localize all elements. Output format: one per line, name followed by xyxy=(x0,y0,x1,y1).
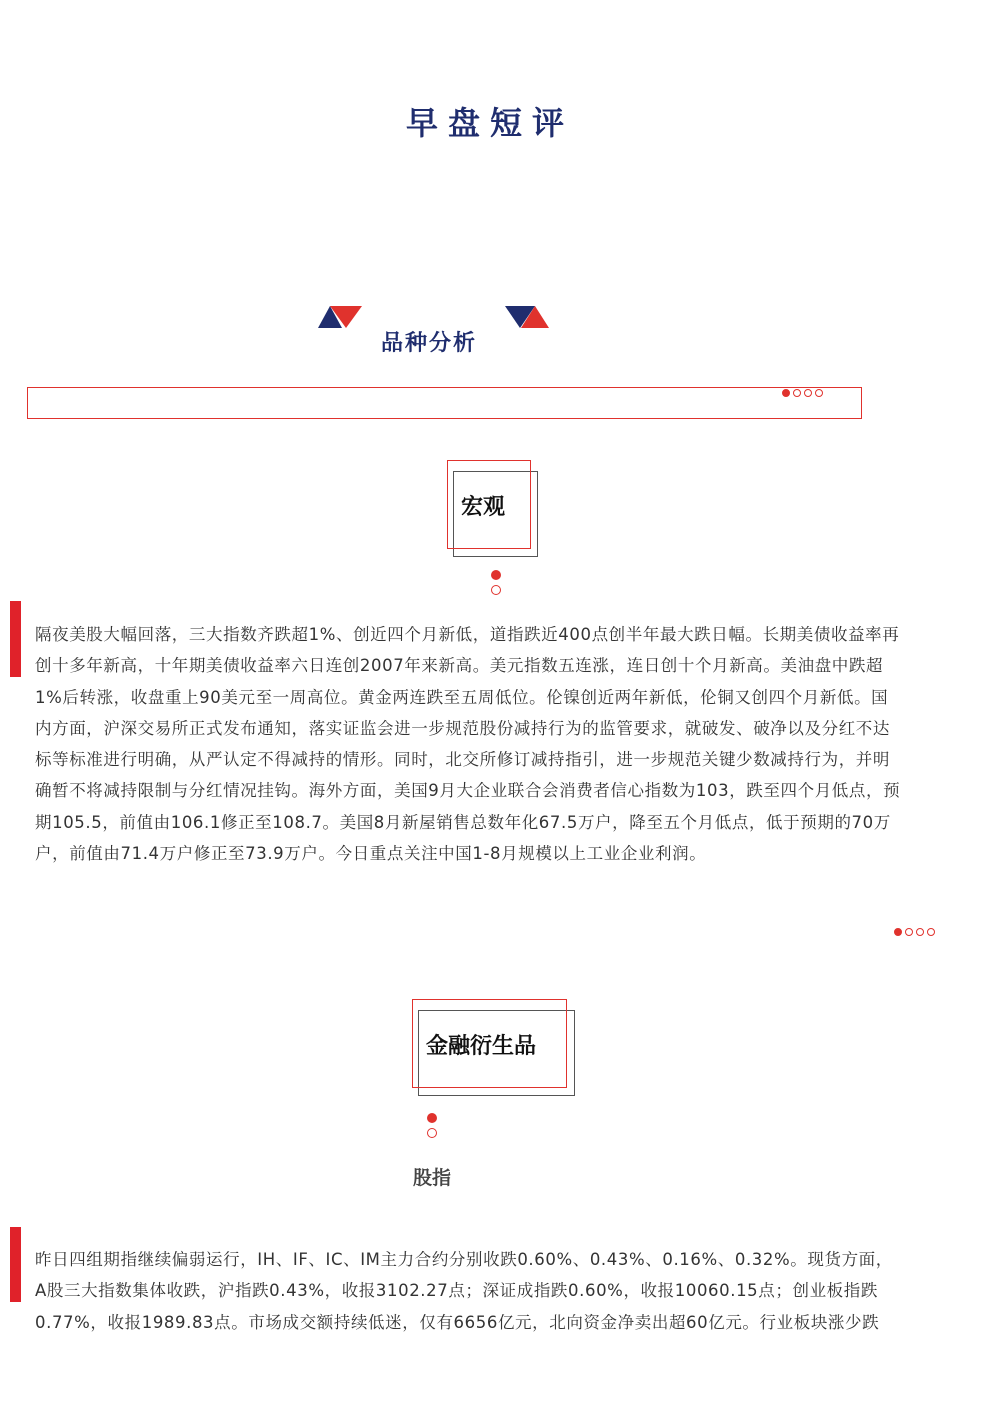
text-line: 期105.5，前值由106.1修正至108.7。美国8月新屋销售总数年化67.5万户，降至五个月低点，低于预期的70万 xyxy=(35,812,891,832)
macro-label: 宏观 xyxy=(461,495,506,520)
paragraph-marker xyxy=(10,1227,21,1302)
dot-icon xyxy=(427,1128,437,1138)
section-divider-frame xyxy=(27,387,862,419)
text-line: A股三大指数集体收跌，沪指跌0.43%，收报3102.27点；深证成指跌0.60%，收报10060.15点；创业板指跌 xyxy=(35,1281,878,1301)
text-line: 昨日四组期指继续偏弱运行，IH、IF、IC、IM主力合约分别收跌0.60%、0.43%、0.16%、0.32%。现货方面， xyxy=(35,1250,893,1269)
dot-icon xyxy=(815,389,823,397)
dot-icon xyxy=(894,928,902,936)
derivatives-label: 金融衍生品 xyxy=(426,1034,537,1059)
text-line: 确暂不将减持限制与分红情况挂钩。海外方面，美国9月大企业联合会消费者信心指数为103，跌至四个月低点，预 xyxy=(35,781,901,801)
derivatives-paragraph xyxy=(35,1244,960,1338)
dot-icon xyxy=(427,1113,437,1123)
dot-icon xyxy=(804,389,812,397)
macro-paragraph xyxy=(35,619,960,869)
text-line: 内方面，沪深交易所正式发布通知，落实证监会进一步规范股份减持行为的监管要求，就破发、破净以及分红不达 xyxy=(35,718,890,738)
page-title: 早盘短评 xyxy=(405,104,574,142)
text-line: 标等标准进行明确，从严认定不得减持的情形。同时，北交所修订减持指引，进一步规范关键少数减持行为，并明 xyxy=(35,750,890,770)
dot-icon xyxy=(491,570,501,580)
text-line: 创十多年新高，十年期美债收益率六日连创2007年来新高。美元指数五连涨，连日创十个月新高。美油盘中跌超 xyxy=(35,656,884,676)
stock-index-subtitle: 股指 xyxy=(413,1167,452,1189)
dot-icon xyxy=(491,585,501,595)
dot-icon xyxy=(916,928,924,936)
text-line: 0.77%，收报1989.83点。市场成交额持续低迷，仅有6656亿元，北向资金净卖出超60亿元。行业板块涨少跌 xyxy=(35,1312,880,1332)
text-line: 1%后转涨，收盘重上90美元至一周高位。黄金两连跌至五周低位。伦镍创近两年新低，伦铜又创四个月新低。国 xyxy=(35,687,889,707)
dot-icon xyxy=(782,389,790,397)
section-title: 品种分析 xyxy=(381,331,478,356)
pagination-dots xyxy=(894,928,935,936)
triangle-decoration-left xyxy=(318,306,362,328)
dot-icon xyxy=(905,928,913,936)
pagination-dots xyxy=(782,389,823,397)
text-line: 户，前值由71.4万户修正至73.9万户。今日重点关注中国1-8月规模以上工业企业利润。 xyxy=(35,844,707,864)
dot-icon xyxy=(927,928,935,936)
dot-icon xyxy=(793,389,801,397)
triangle-decoration-right xyxy=(505,306,549,328)
paragraph-marker xyxy=(10,601,21,677)
text-line: 隔夜美股大幅回落，三大指数齐跌超1%、创近四个月新低，道指跌近400点创半年最大跌日幅。长期美债收益率再 xyxy=(35,625,900,644)
